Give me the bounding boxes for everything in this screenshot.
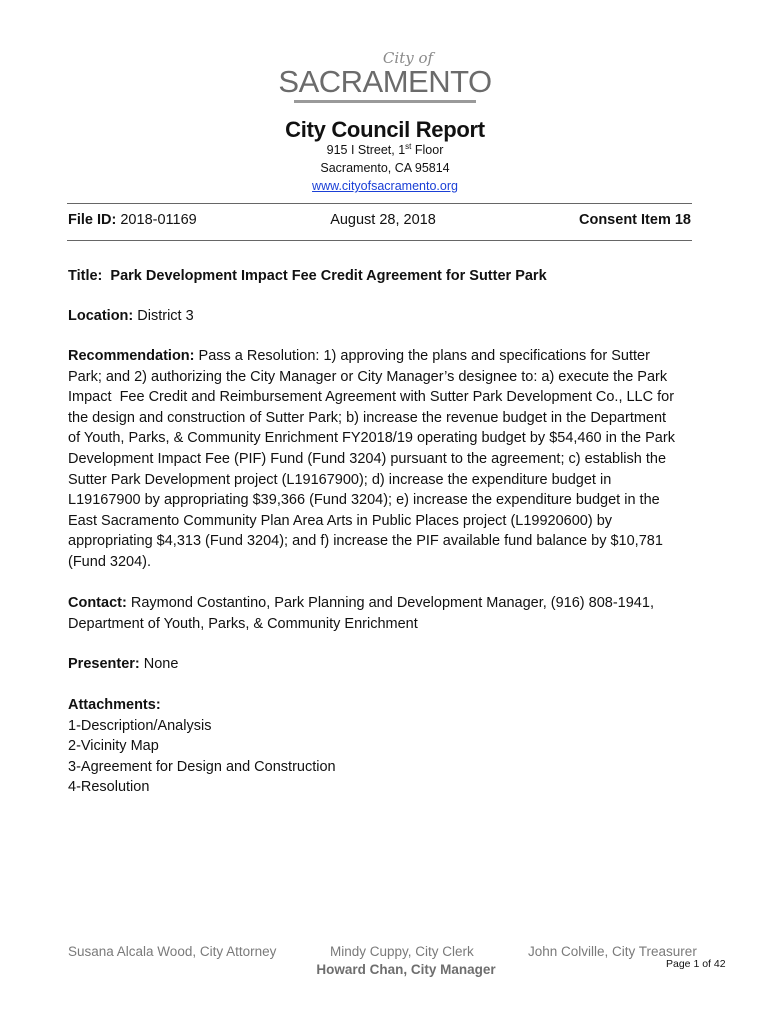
report-title: City Council Report xyxy=(285,117,485,142)
contact-value: Raymond Costantino, Park Planning and Development Manager, (916) 808-1941, xyxy=(126,595,654,611)
header-divider-top xyxy=(67,203,692,204)
attachments xyxy=(68,695,708,798)
recommendation-line: East Sacramento Community Plan Area Arts in Public Places project (L19920600) by xyxy=(68,512,613,529)
page-number: Page 1 of 42 xyxy=(666,958,726,970)
presenter xyxy=(68,654,708,675)
contact-label: Contact: xyxy=(68,595,127,611)
location xyxy=(68,306,708,327)
report-subject-title xyxy=(68,266,708,287)
address-floor-suffix: st xyxy=(405,141,412,151)
logo-sacramento-text: SACRAMENTO xyxy=(278,64,492,99)
footer-city-clerk: Mindy Cuppy, City Clerk xyxy=(330,944,474,959)
address-floor: Floor xyxy=(411,143,444,157)
presenter-value: None xyxy=(139,656,179,672)
recommendation-line: Park; and 2) authorizing the City Manager or City Manager’s designee to: a) execute the Park xyxy=(68,368,668,385)
recommendation-line: appropriating $4,313 (Fund 3204); and f) increase the PIF available fund balance by $10,781 xyxy=(68,533,663,550)
recommendation-line: Development Impact Fee (PIF) Fund (Fund 3204) pursuant to the agreement; c) establish the xyxy=(68,450,667,467)
recommendation-line xyxy=(68,346,708,367)
file-id-value: 2018-01169 xyxy=(116,212,197,228)
location-label: Location: xyxy=(68,308,134,324)
attachment-item: 1-Description/Analysis xyxy=(68,717,212,734)
attachment-item: 4-Resolution xyxy=(68,779,150,796)
recommendation-line: Impact Fee Credit and Reimbursement Agreement with Sutter Park Development Co., LLC for xyxy=(68,389,675,406)
address-line-1 xyxy=(0,143,770,157)
logo-underline xyxy=(294,100,476,103)
presenter-label: Presenter: xyxy=(68,656,140,672)
header-divider-bottom xyxy=(67,240,692,241)
recommendation-line: of Youth, Parks, & Community Enrichment FY2018/19 operating budget by $54,460 in the Park xyxy=(68,430,675,447)
attachment-item: 3-Agreement for Design and Construction xyxy=(68,758,336,775)
contact-line xyxy=(68,593,708,614)
recommendation-line: L19167900 by appropriating $39,366 (Fund 3204); e) increase the expenditure budget in the xyxy=(68,492,660,509)
title-label: Title: xyxy=(68,268,103,284)
consent-item: Consent Item 18 xyxy=(579,212,691,228)
footer-city-treasurer: John Colville, City Treasurer xyxy=(528,944,697,959)
attachment-item: 2-Vicinity Map xyxy=(68,738,159,755)
file-id-label: File ID: xyxy=(68,212,117,228)
website-link[interactable]: www.cityofsacramento.org xyxy=(312,179,458,193)
contact-line: Department of Youth, Parks, & Community Enrichment xyxy=(68,615,418,632)
recommendation-line: (Fund 3204). xyxy=(68,553,152,570)
address-line-2: Sacramento, CA 95814 xyxy=(320,161,450,175)
recommendation-label: Recommendation: xyxy=(68,348,195,364)
location-value: District 3 xyxy=(133,308,194,324)
contact xyxy=(68,593,708,634)
recommendation xyxy=(68,346,708,573)
footer-city-manager: Howard Chan, City Manager xyxy=(316,962,496,977)
title-value: Park Development Impact Fee Credit Agreement for Sutter Park xyxy=(102,268,547,284)
attachments-label: Attachments: xyxy=(68,697,161,713)
city-logo xyxy=(0,50,770,103)
recommendation-line: the design and construction of Sutter Park; b) increase the revenue budget in the Department xyxy=(68,409,667,426)
meeting-date: August 28, 2018 xyxy=(330,212,436,228)
recommendation-line: Sutter Park Development project (L19167900); d) increase the expenditure budget in xyxy=(68,471,612,488)
footer-city-attorney: Susana Alcala Wood, City Attorney xyxy=(68,944,277,959)
logo-city-of-text: City of xyxy=(382,49,434,67)
address-street: 915 I Street, 1 xyxy=(326,143,406,157)
recommendation-text: Pass a Resolution: 1) approving the plans and specifications for Sutter xyxy=(194,348,650,364)
